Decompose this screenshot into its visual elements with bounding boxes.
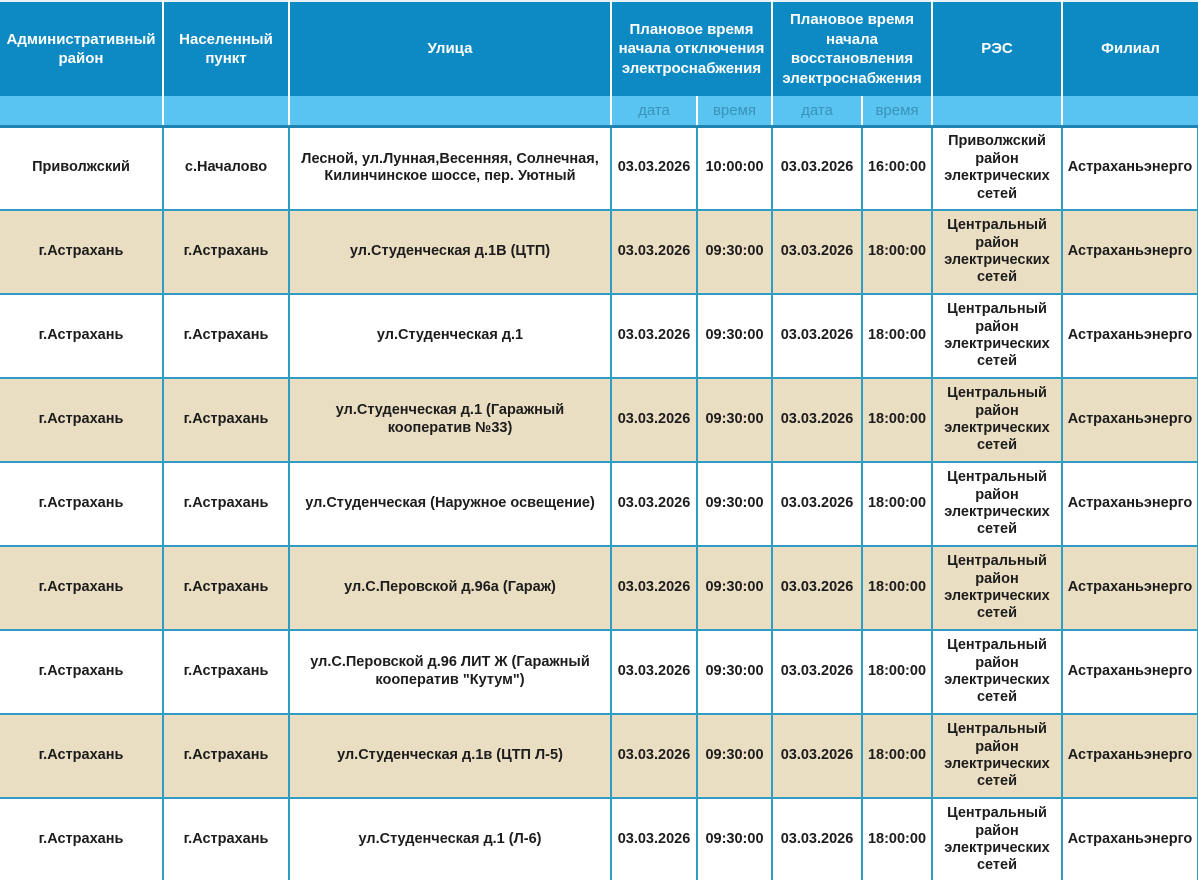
header-row (0, 1, 1198, 96)
header-street: Улица (289, 1, 611, 96)
cell-outage-time: 09:30:00 (697, 714, 772, 798)
cell-restore-time: 18:00:00 (862, 462, 932, 546)
cell-restore-date: 03.03.2026 (772, 294, 862, 378)
cell-outage-time: 09:30:00 (697, 798, 772, 880)
cell-res: Центральный район электрических сетей (932, 714, 1062, 798)
cell-district: Приволжский (0, 126, 163, 210)
table-row (0, 714, 1198, 798)
cell-street: ул.Студенческая д.1в (ЦТП Л-5) (289, 714, 611, 798)
cell-district: г.Астрахань (0, 210, 163, 294)
cell-restore-time: 18:00:00 (862, 294, 932, 378)
cell-restore-time: 18:00:00 (862, 210, 932, 294)
table-row (0, 210, 1198, 294)
cell-restore-time: 18:00:00 (862, 378, 932, 462)
cell-district: г.Астрахань (0, 378, 163, 462)
cell-branch: Астраханьэнерго (1062, 798, 1198, 880)
cell-outage-date: 03.03.2026 (611, 462, 697, 546)
cell-outage-time: 09:30:00 (697, 630, 772, 714)
cell-res: Центральный район электрических сетей (932, 630, 1062, 714)
cell-res: Центральный район электрических сетей (932, 294, 1062, 378)
cell-outage-time: 09:30:00 (697, 462, 772, 546)
table-row (0, 798, 1198, 880)
cell-res: Центральный район электрических сетей (932, 462, 1062, 546)
cell-street: ул.Студенческая д.1 (Л-6) (289, 798, 611, 880)
cell-branch: Астраханьэнерго (1062, 126, 1198, 210)
cell-district: г.Астрахань (0, 798, 163, 880)
cell-restore-time: 18:00:00 (862, 714, 932, 798)
cell-restore-date: 03.03.2026 (772, 630, 862, 714)
cell-settlement: г.Астрахань (163, 798, 289, 880)
cell-outage-date: 03.03.2026 (611, 546, 697, 630)
subheader-row (0, 96, 1198, 126)
cell-restore-date: 03.03.2026 (772, 210, 862, 294)
table-row (0, 630, 1198, 714)
table-body (0, 126, 1198, 880)
cell-district: г.Астрахань (0, 714, 163, 798)
cell-res: Центральный район электрических сетей (932, 798, 1062, 880)
cell-street: ул.Студенческая д.1 (289, 294, 611, 378)
cell-district: г.Астрахань (0, 462, 163, 546)
cell-street: ул.С.Перовской д.96 ЛИТ Ж (Гаражный кооператив "Кутум") (289, 630, 611, 714)
cell-settlement: г.Астрахань (163, 630, 289, 714)
cell-branch: Астраханьэнерго (1062, 294, 1198, 378)
cell-restore-date: 03.03.2026 (772, 714, 862, 798)
cell-outage-time: 09:30:00 (697, 546, 772, 630)
cell-branch: Астраханьэнерго (1062, 630, 1198, 714)
cell-street: ул.Студенческая (Наружное освещение) (289, 462, 611, 546)
cell-settlement: г.Астрахань (163, 210, 289, 294)
cell-res: Центральный район электрических сетей (932, 546, 1062, 630)
cell-branch: Астраханьэнерго (1062, 546, 1198, 630)
subheader-restore-time: время (862, 96, 932, 126)
cell-outage-date: 03.03.2026 (611, 294, 697, 378)
subheader-spacer-district (0, 96, 163, 126)
cell-street: ул.С.Перовской д.96а (Гараж) (289, 546, 611, 630)
cell-res: Центральный район электрических сетей (932, 378, 1062, 462)
cell-street: Лесной, ул.Лунная,Весенняя, Солнечная, Килинчинское шоссе, пер. Уютный (289, 126, 611, 210)
cell-restore-time: 18:00:00 (862, 798, 932, 880)
cell-district: г.Астрахань (0, 546, 163, 630)
header-district: Административный район (0, 1, 163, 96)
table-row (0, 294, 1198, 378)
table-header (0, 1, 1198, 126)
cell-outage-time: 09:30:00 (697, 378, 772, 462)
cell-settlement: г.Астрахань (163, 714, 289, 798)
cell-settlement: г.Астрахань (163, 462, 289, 546)
table-row (0, 378, 1198, 462)
cell-settlement: г.Астрахань (163, 546, 289, 630)
cell-restore-time: 18:00:00 (862, 546, 932, 630)
subheader-outage-time: время (697, 96, 772, 126)
cell-restore-date: 03.03.2026 (772, 126, 862, 210)
cell-branch: Астраханьэнерго (1062, 210, 1198, 294)
cell-branch: Астраханьэнерго (1062, 714, 1198, 798)
table-row (0, 126, 1198, 210)
cell-outage-date: 03.03.2026 (611, 210, 697, 294)
cell-restore-date: 03.03.2026 (772, 462, 862, 546)
cell-res: Приволжский район электрических сетей (932, 126, 1062, 210)
cell-restore-date: 03.03.2026 (772, 546, 862, 630)
cell-branch: Астраханьэнерго (1062, 462, 1198, 546)
header-settlement: Населенный пункт (163, 1, 289, 96)
cell-branch: Астраханьэнерго (1062, 378, 1198, 462)
cell-outage-time: 09:30:00 (697, 210, 772, 294)
cell-street: ул.Студенческая д.1В (ЦТП) (289, 210, 611, 294)
subheader-spacer-settlement (163, 96, 289, 126)
cell-outage-date: 03.03.2026 (611, 378, 697, 462)
header-branch: Филиал (1062, 1, 1198, 96)
cell-restore-date: 03.03.2026 (772, 378, 862, 462)
cell-outage-date: 03.03.2026 (611, 798, 697, 880)
cell-settlement: с.Началово (163, 126, 289, 210)
cell-settlement: г.Астрахань (163, 294, 289, 378)
cell-street: ул.Студенческая д.1 (Гаражный кооператив №33) (289, 378, 611, 462)
cell-restore-time: 16:00:00 (862, 126, 932, 210)
subheader-outage-date: дата (611, 96, 697, 126)
subheader-restore-date: дата (772, 96, 862, 126)
cell-district: г.Астрахань (0, 630, 163, 714)
subheader-spacer-res (932, 96, 1062, 126)
subheader-spacer-street (289, 96, 611, 126)
header-res: РЭС (932, 1, 1062, 96)
cell-outage-date: 03.03.2026 (611, 126, 697, 210)
cell-outage-date: 03.03.2026 (611, 714, 697, 798)
cell-restore-date: 03.03.2026 (772, 798, 862, 880)
cell-district: г.Астрахань (0, 294, 163, 378)
subheader-spacer-branch (1062, 96, 1198, 126)
cell-restore-time: 18:00:00 (862, 630, 932, 714)
header-outage-start: Плановое время начала отключения электроснабжения (611, 1, 772, 96)
table-row (0, 546, 1198, 630)
header-restore-start: Плановое время начала восстановления электроснабжения (772, 1, 932, 96)
cell-outage-time: 10:00:00 (697, 126, 772, 210)
cell-res: Центральный район электрических сетей (932, 210, 1062, 294)
cell-outage-time: 09:30:00 (697, 294, 772, 378)
cell-settlement: г.Астрахань (163, 378, 289, 462)
table-row (0, 462, 1198, 546)
cell-outage-date: 03.03.2026 (611, 630, 697, 714)
